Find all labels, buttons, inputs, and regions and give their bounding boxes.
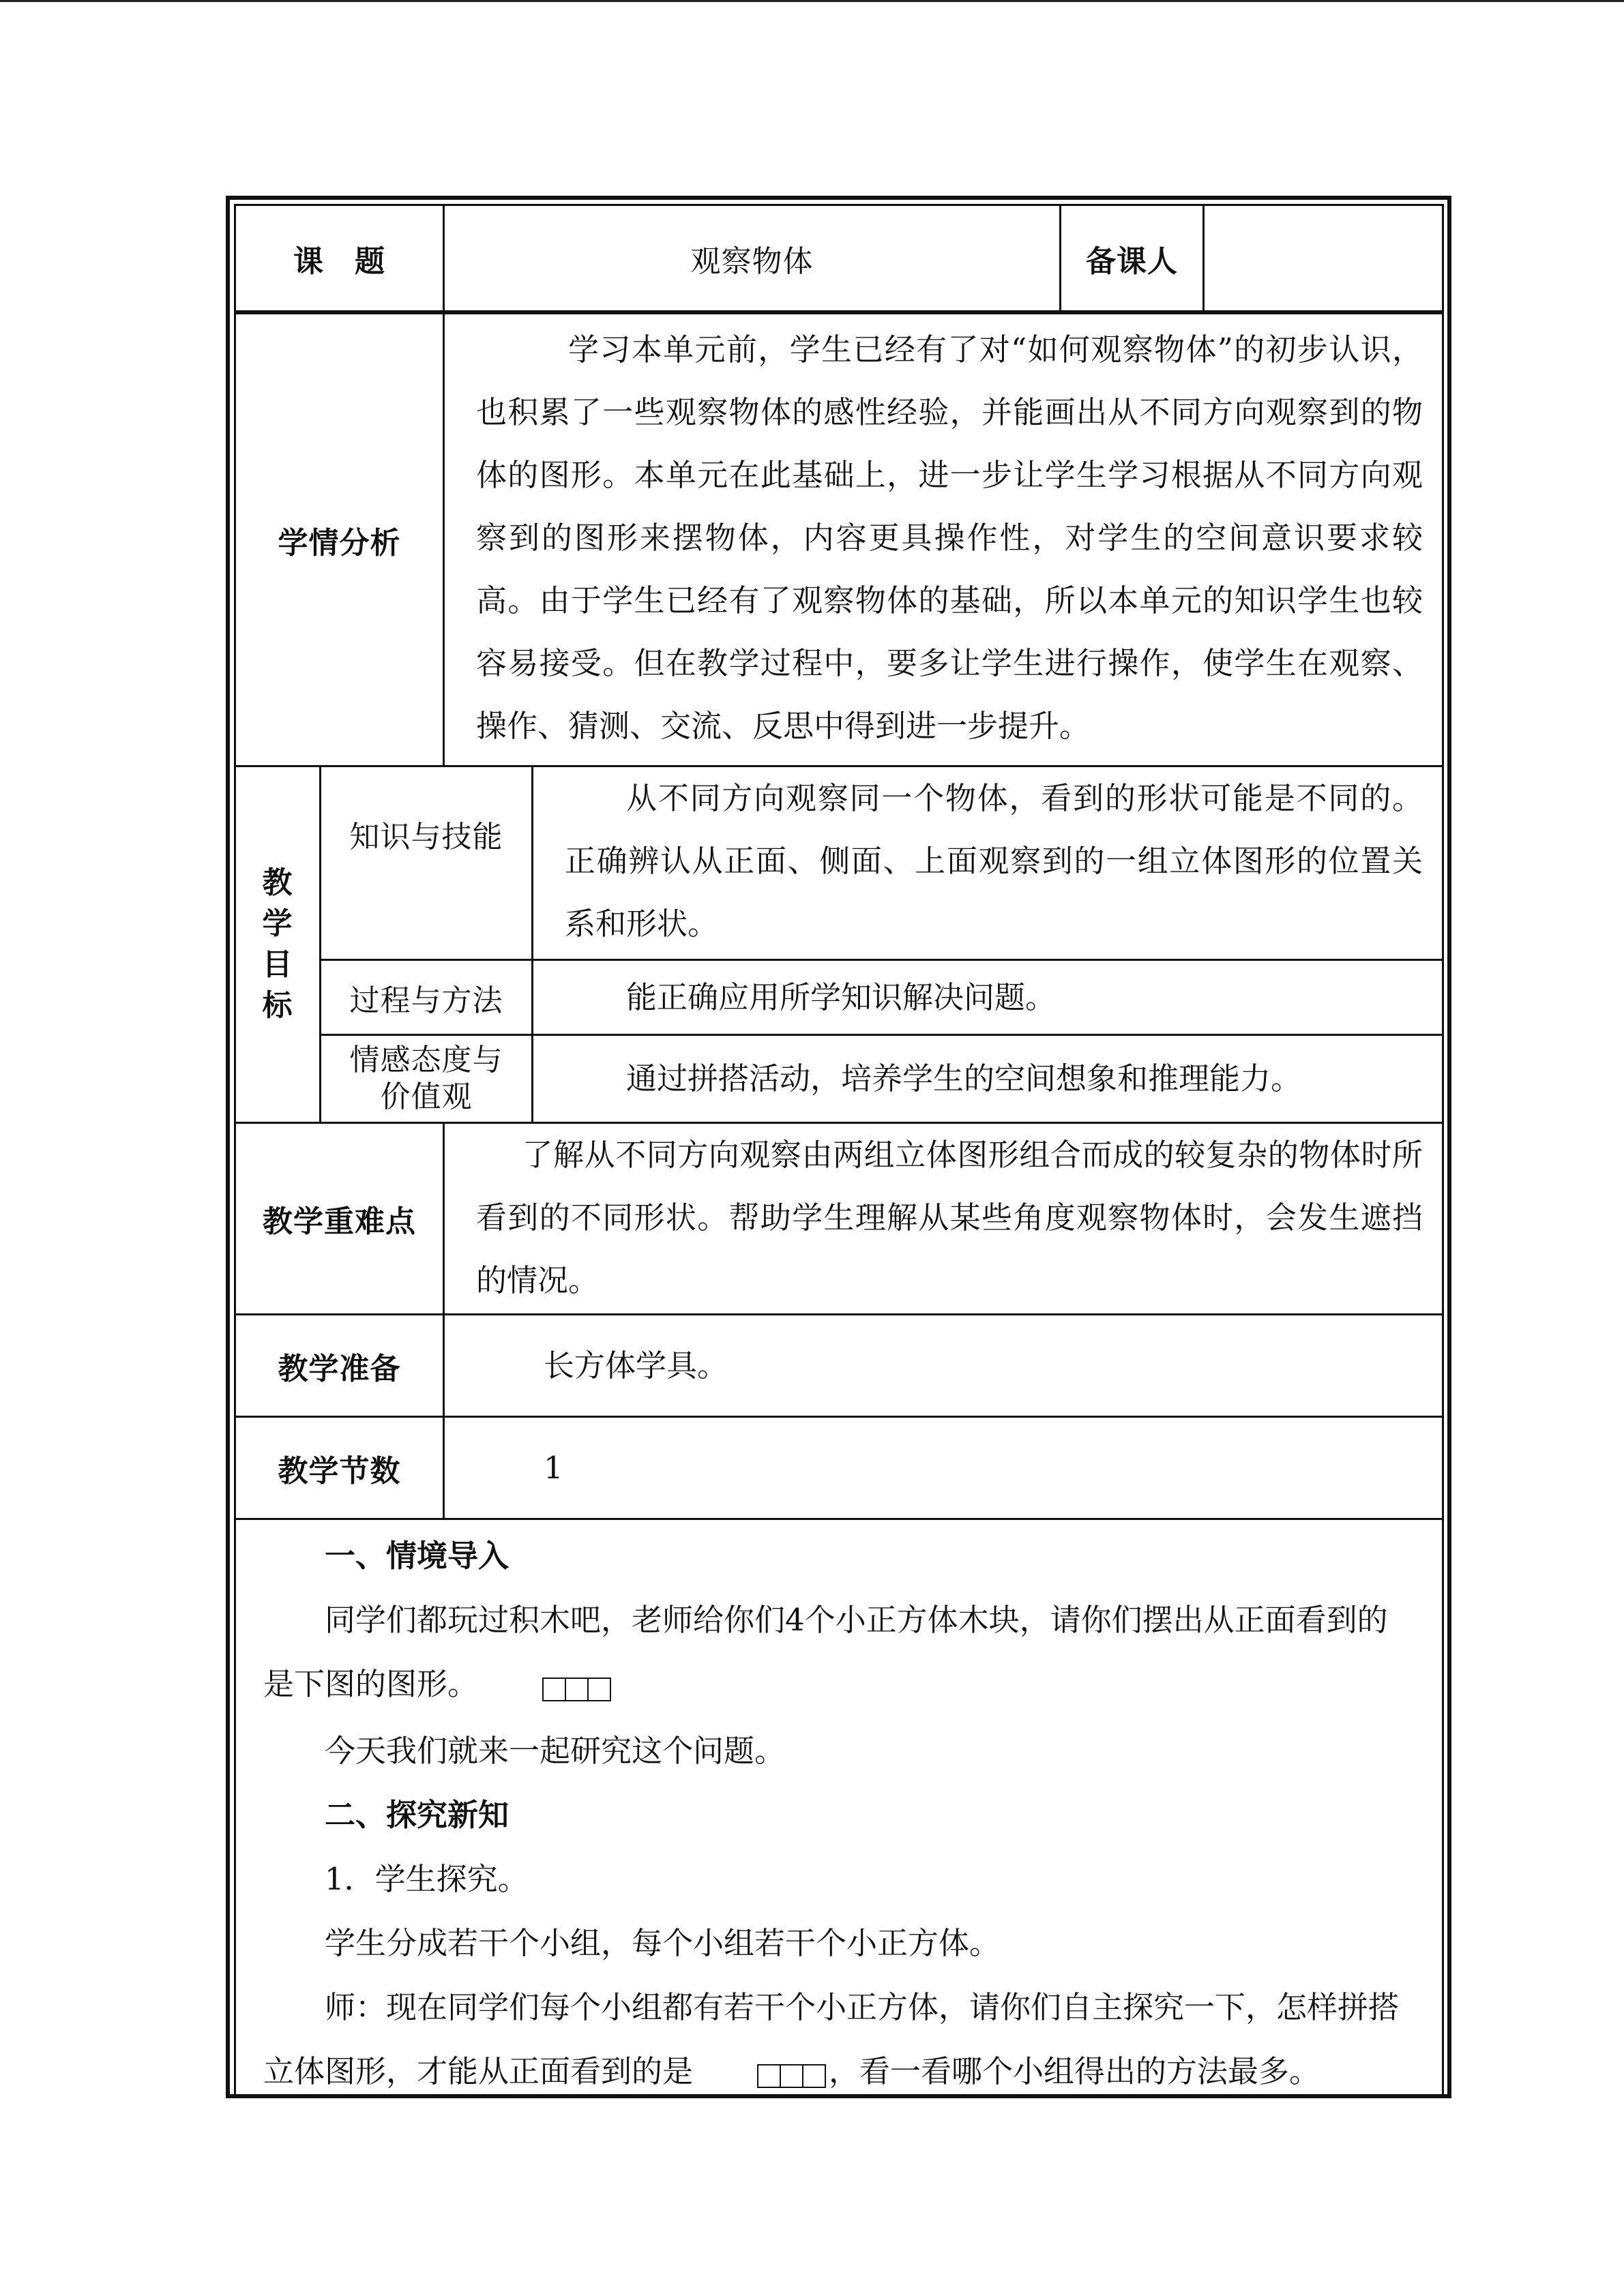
objective-attitude-text: 通过拼搭活动，培养学生的空间想象和推理能力。 <box>626 1060 1302 1097</box>
objective-row-process <box>321 961 1442 1036</box>
objectives-block <box>236 767 1442 1124</box>
header-row <box>236 206 1442 314</box>
teacher-paragraph-end: ，看一看哪个小组得出的方法最多。 <box>829 2053 1320 2089</box>
objective-attitude-text-cell <box>533 1036 1442 1122</box>
analysis-row <box>236 314 1442 767</box>
top-border-line <box>0 0 1624 2</box>
objectives-label-char-2: 学 <box>262 906 293 941</box>
preparation-value: 长方体学具。 <box>544 1347 728 1384</box>
analysis-label-cell <box>236 314 445 765</box>
topic-label-cell <box>236 206 445 310</box>
preparer-label-cell <box>1061 206 1205 310</box>
objective-knowledge-text: 从不同方向观察同一个物体，看到的形状可能是不同的。正确辨认从正面、侧面、上面观察到的一组立体图形的位置关系和形状。 <box>565 780 1423 942</box>
section-intro-title: 一、情境导入 <box>325 1538 510 1574</box>
analysis-text: 学习本单元前，学生已经有了对“如何观察物体”的初步认识，也积累了一些观察物体的感性经验，并能画出从不同方向观察到的物体的图形。本单元在此基础上，进一步让学生学习根据从不同方向观察到的图形来摆物体，内容更具操作性，对学生的空间意识要求较高。由于学生已经有了观察物体的基础，所以本单元的知识学生也较容易接受。但在教学过程中，要多让学生进行操作，使学生在观察、操作、猜测、交流、反思中得到进一步提升。 <box>476 331 1423 744</box>
analysis-label: 学情分析 <box>278 525 401 561</box>
objective-process-text: 能正确应用所学知识解决问题。 <box>626 979 1057 1015</box>
objectives-label-char-4: 标 <box>262 988 293 1023</box>
three-squares-shape-icon <box>481 1655 611 1719</box>
intro-paragraph <box>263 1588 1417 1719</box>
objective-knowledge-label: 知识与技能 <box>349 820 503 854</box>
key-points-label: 教学重难点 <box>263 1204 416 1239</box>
intro-closing-paragraph: 今天我们就来一起研究这个问题。 <box>325 1732 786 1769</box>
sessions-value-cell <box>445 1418 1442 1518</box>
objective-attitude-label-line1: 情感态度与 <box>349 1043 503 1077</box>
three-squares-shape-icon-2 <box>696 2042 826 2098</box>
objective-row-knowledge <box>321 767 1442 961</box>
preparer-label: 备课人 <box>1086 243 1178 279</box>
preparer-value-cell <box>1205 206 1442 310</box>
intro-paragraph-text: 同学们都玩过积木吧，老师给你们4个小正方体木块，请你们摆出从正面看到的是下图的图形。 <box>263 1602 1388 1702</box>
objective-process-label: 过程与方法 <box>349 983 503 1018</box>
sessions-value: 1 <box>544 1449 563 1486</box>
objectives-label-char-3: 目 <box>262 947 293 982</box>
objectives-label-cell <box>236 767 321 1122</box>
preparation-value-cell <box>445 1315 1442 1416</box>
preparation-label-cell <box>236 1315 445 1416</box>
objective-knowledge-text-cell <box>533 767 1442 959</box>
key-points-label-cell <box>236 1124 445 1313</box>
key-points-row <box>236 1124 1442 1315</box>
objective-process-label-cell <box>321 961 533 1034</box>
objective-process-text-cell <box>533 961 1442 1034</box>
sessions-label: 教学节数 <box>278 1453 401 1489</box>
sessions-row <box>236 1418 1442 1520</box>
preparation-row <box>236 1315 1442 1418</box>
explore-step-1: 1．学生探究。 <box>325 1860 529 1897</box>
objective-row-attitude <box>321 1036 1442 1122</box>
objective-knowledge-label-cell <box>321 767 533 959</box>
teacher-paragraph <box>263 1976 1417 2099</box>
explore-group-paragraph: 学生分成若干个小组，每个小组若干个小正方体。 <box>325 1924 1001 1961</box>
preparation-label: 教学准备 <box>278 1351 401 1386</box>
objectives-label-char-1: 教 <box>262 865 293 900</box>
lesson-plan-table <box>234 204 1444 2098</box>
sessions-label-cell <box>236 1418 445 1518</box>
teacher-paragraph-text: 师：现在同学们每个小组都有若干个小正方体，请你们自主探究一下，怎样拼搭立体图形，才能从正面看到的是 <box>263 1988 1400 2089</box>
topic-value: 观察物体 <box>690 243 814 279</box>
topic-label: 课 题 <box>293 243 385 279</box>
section-explore-title: 二、探究新知 <box>325 1796 510 1833</box>
objective-attitude-label-cell <box>321 1036 533 1122</box>
analysis-text-cell <box>445 314 1442 765</box>
objective-attitude-label-line2: 价值观 <box>380 1079 473 1114</box>
key-points-text-cell <box>445 1124 1442 1313</box>
key-points-text: 了解从不同方向观察由两组立体图形组合而成的较复杂的物体时所看到的不同形状。帮助学生理解从某些角度观察物体时，会发生遮挡的情况。 <box>476 1137 1423 1298</box>
topic-value-cell <box>445 206 1061 310</box>
lesson-body <box>236 1524 1442 2098</box>
